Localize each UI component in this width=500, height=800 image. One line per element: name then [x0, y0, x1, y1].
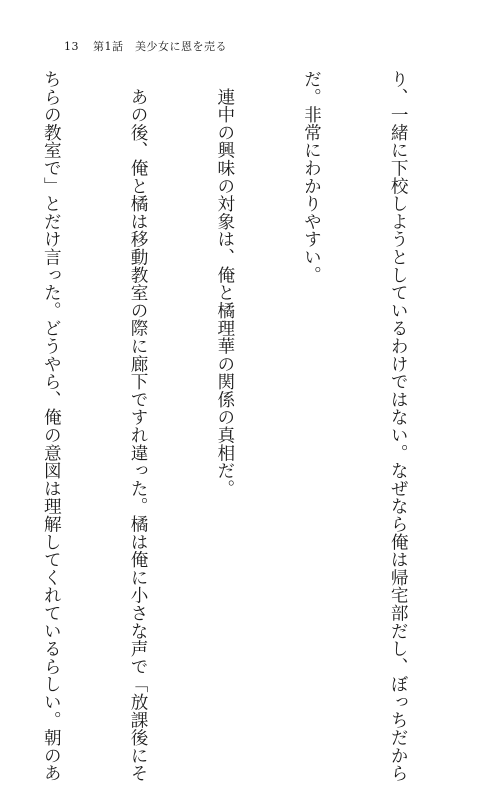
running-header [64, 38, 227, 54]
text-line: ちらの教室で」とだけ言った。どうやら、俺の意図は理解してくれているらしい。朝のあ [41, 70, 62, 782]
page-number: 13 [64, 40, 79, 53]
text-line: り、一緒に下校しようとしているわけではない。なぜなら俺は帰宅部だし、ぼっちだから [388, 70, 409, 782]
chapter-title: 第1話 美少女に恩を売る [93, 40, 227, 53]
vertical-body-text [0, 70, 470, 782]
text-line: だ。非常にわかりやすい。 [301, 70, 322, 284]
text-line: 連中の興味の対象は、俺と橘理華の関係の真相だ。 [214, 70, 235, 498]
text-line: あの後、俺と橘は移動教室の際に廊下ですれ違った。橘は俺に小さな声で「放課後にそ [128, 70, 149, 782]
